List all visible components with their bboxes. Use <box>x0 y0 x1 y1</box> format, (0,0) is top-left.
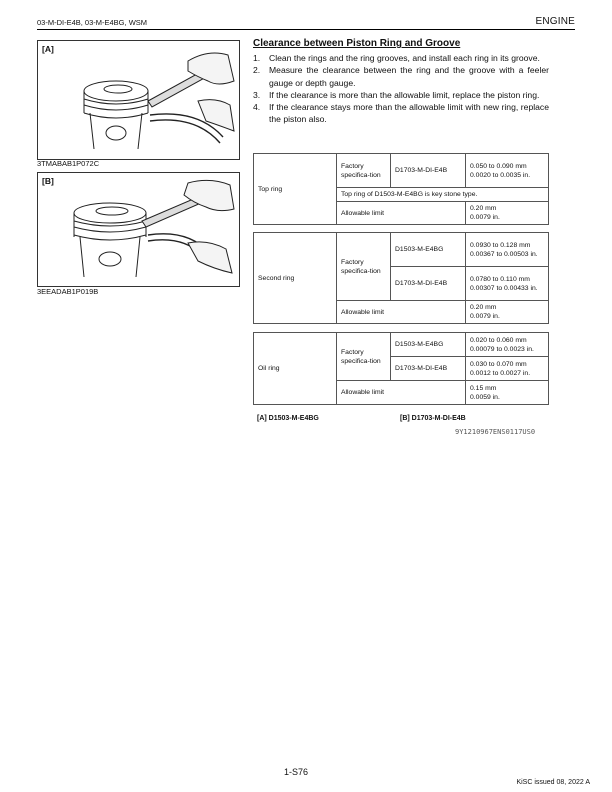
header-section: ENGINE <box>535 16 575 27</box>
limit-value: 0.20 mm 0.0079 in. <box>466 301 549 324</box>
value-cell: 0.020 to 0.060 mm 0.00079 to 0.0023 in. <box>466 333 549 357</box>
value-cell: 0.050 to 0.090 mm 0.0020 to 0.0035 in. <box>466 154 549 188</box>
figure-a-caption: 3TMABAB1P072C <box>37 159 100 168</box>
piston-feeler-gauge-illustration-b <box>38 173 239 286</box>
figure-b-tag: [B] <box>42 176 54 186</box>
piston-feeler-gauge-illustration-a <box>38 41 239 159</box>
model-cell: D1503-M-E4BG <box>391 333 466 357</box>
procedure-steps <box>253 52 549 126</box>
figure-b <box>37 172 240 287</box>
factory-label: Factory specifica-tion <box>337 333 391 381</box>
limit-label: Allowable limit <box>337 301 466 324</box>
ring-name: Second ring <box>254 233 337 324</box>
factory-label: Factory specifica-tion <box>337 233 391 301</box>
header-rule <box>37 29 575 30</box>
legend-a: [A] D1503-M-E4BG <box>257 415 319 422</box>
section-title: Clearance between Piston Ring and Groove <box>253 38 461 49</box>
ring-name: Oil ring <box>254 333 337 405</box>
step-item: 2. Measure the clearance between the ring and the groove with a feeler gauge or depth gauge. <box>253 65 549 88</box>
document-id: 9Y1210967ENS0117US0 <box>455 428 536 436</box>
ring-name: Top ring <box>254 154 337 225</box>
figure-a-tag: [A] <box>42 44 54 54</box>
model-cell: D1703-M-DI-E4B <box>391 267 466 301</box>
value-cell: 0.0780 to 0.110 mm 0.00307 to 0.00433 in. <box>466 267 549 301</box>
factory-label: Factory specifica-tion <box>337 154 391 188</box>
limit-label: Allowable limit <box>337 202 466 225</box>
note-cell: Top ring of D1503-M-E4BG is key stone type. <box>337 188 549 202</box>
top-ring-table <box>253 153 549 225</box>
step-item: 3. If the clearance is more than the allowable limit, replace the piston ring. <box>253 89 540 100</box>
limit-value: 0.15 mm 0.0059 in. <box>466 381 549 405</box>
value-cell: 0.0930 to 0.128 mm 0.00367 to 0.00503 in. <box>466 233 549 267</box>
header-models: 03-M-DI-E4B, 03-M-E4BG, WSM <box>37 18 148 27</box>
limit-value: 0.20 mm 0.0079 in. <box>466 202 549 225</box>
second-ring-table <box>253 232 549 324</box>
model-cell: D1703-M-DI-E4B <box>391 154 466 188</box>
page-number: 1-S76 <box>284 767 309 777</box>
model-cell: D1703-M-DI-E4B <box>391 357 466 381</box>
figure-a <box>37 40 240 160</box>
oil-ring-table <box>253 332 549 405</box>
legend-b: [B] D1703-M-DI-E4B <box>400 415 466 422</box>
value-cell: 0.030 to 0.070 mm 0.0012 to 0.0027 in. <box>466 357 549 381</box>
figure-b-caption: 3EEADAB1P019B <box>37 287 99 296</box>
model-cell: D1503-M-E4BG <box>391 233 466 267</box>
step-item: 1. Clean the rings and the ring grooves, and install each ring in its groove. <box>253 53 540 63</box>
issue-stamp: KiSC issued 08, 2022 A <box>516 779 590 786</box>
limit-label: Allowable limit <box>337 381 466 405</box>
step-item: 4. If the clearance stays more than the allowable limit with new ring, replace the piston also. <box>253 102 549 125</box>
